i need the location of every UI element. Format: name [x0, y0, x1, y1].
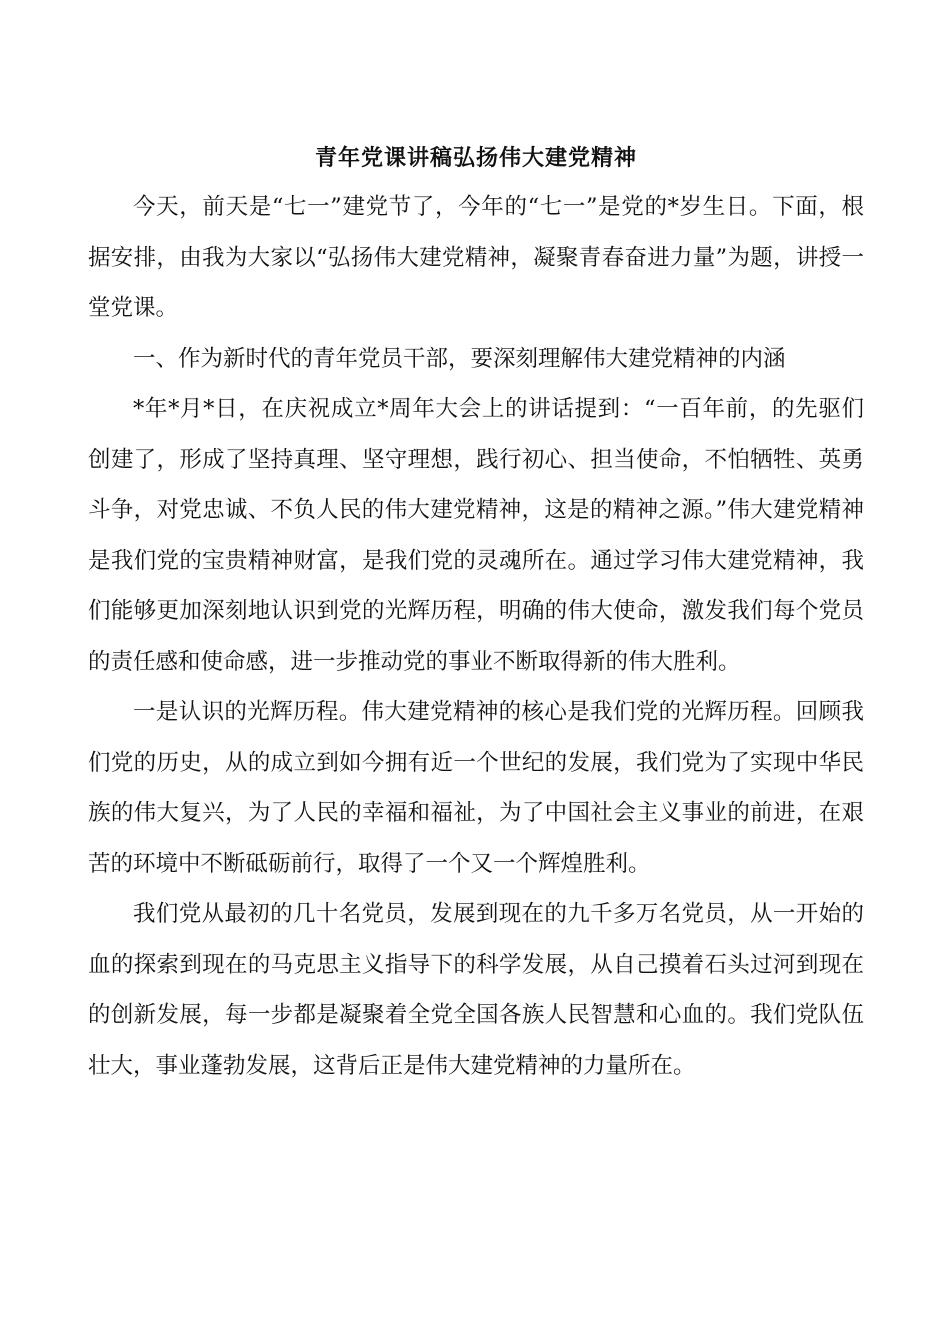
- document-title: 青年党课讲稿弘扬伟大建党精神: [314, 145, 637, 171]
- document-page: [88, 140, 864, 1091]
- paragraph-party-growth: 我们党从最初的几十名党员，发展到现在的九千多万名党员，从一开始的血的探索到现在的马克思主义指导下的科学发展，从自己摸着石头过河到现在的创新发展，每一步都是凝聚着全党全国各族人民智慧和心血的。我们党队伍壮大，事业蓬勃发展，这背后正是伟大建党精神的力量所在。: [88, 901, 864, 1079]
- section-heading-1: 一、作为新时代的青年党员干部，要深刻理解伟大建党精神的内涵: [133, 345, 786, 372]
- paragraph-glorious-history: 一是认识的光辉历程。伟大建党精神的核心是我们党的光辉历程。回顾我们党的历史，从的成立到如今拥有近一个世纪的发展，我们党为了实现中华民族的伟大复兴，为了人民的幸福和福祉，为了中国社会主义事业的前进，在艰苦的环境中不断砥砺前行，取得了一个又一个辉煌胜利。: [88, 699, 864, 877]
- paragraph-speech-quote: *年*月*日，在庆祝成立*周年大会上的讲话提到：“一百年前，的先驱们创建了，形成了坚持真理、坚守理想，践行初心、担当使命，不怕牺牲、英勇斗争，对党忠诚、不负人民的伟大建党精神，这是的精神之源。”伟大建党精神是我们党的宝贵精神财富，是我们党的灵魂所在。通过学习伟大建党精神，我们能够更加深刻地认识到党的光辉历程，明确的伟大使命，激发我们每个党员的责任感和使命感，进一步推动党的事业不断取得新的伟大胜利。: [88, 396, 864, 675]
- paragraph-intro: 今天，前天是“七一”建党节了，今年的“七一”是党的*岁生日。下面，根据安排，由我为大家以“弘扬伟大建党精神，凝聚青春奋进力量”为题，讲授一堂党课。: [88, 194, 864, 321]
